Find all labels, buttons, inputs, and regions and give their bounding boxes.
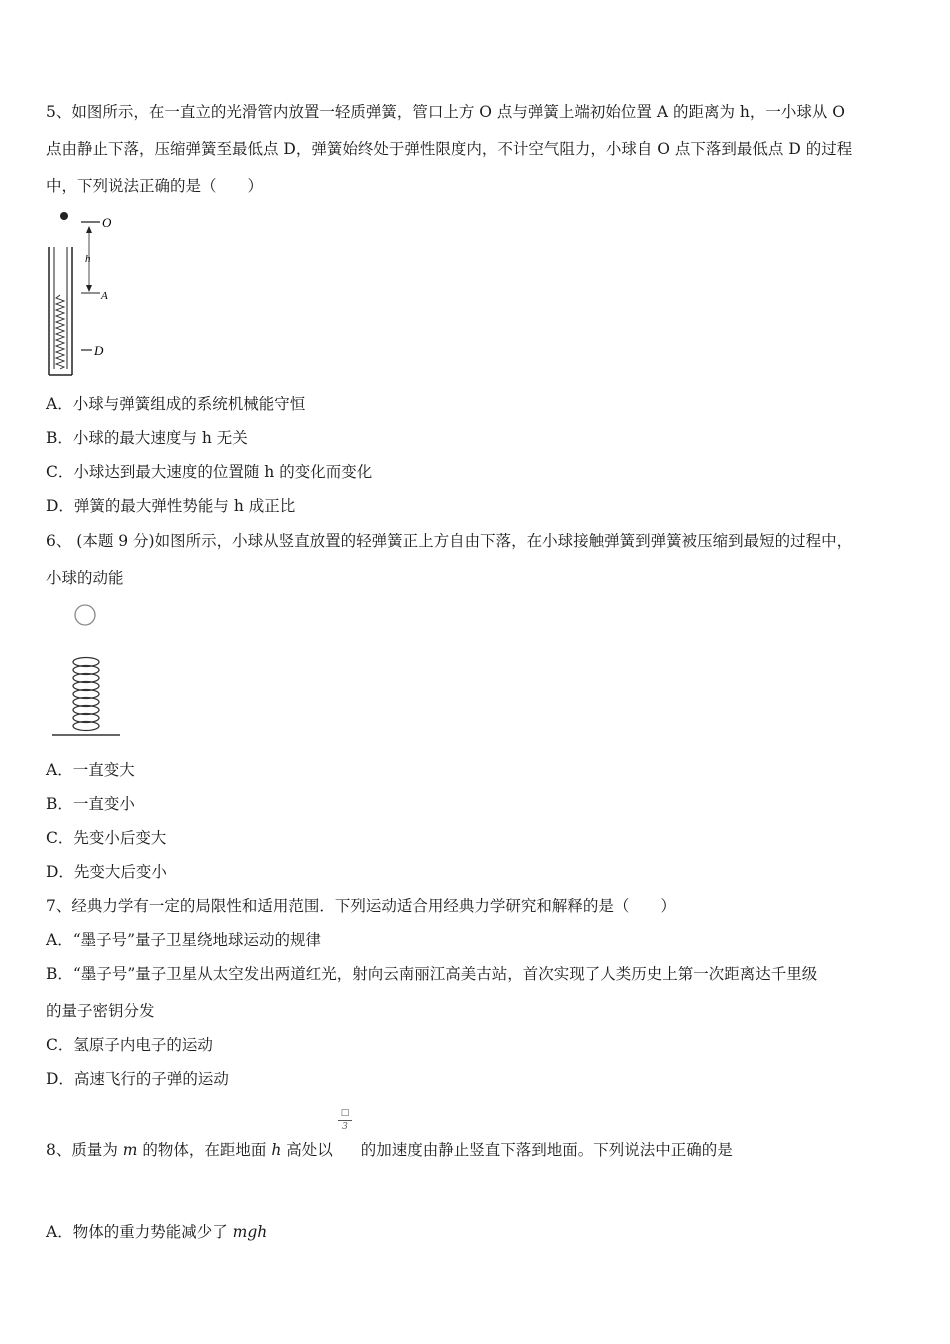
q6-option-a[interactable]: A．一直变大 (46, 761, 135, 779)
q6-option-b[interactable]: B．一直变小 (46, 795, 135, 813)
q5-option-b[interactable]: B．小球的最大速度与 h 无关 (46, 429, 248, 447)
q8-stem-mid2: 高处以 (281, 1141, 333, 1159)
q8-option-a[interactable] (46, 1222, 267, 1242)
q5-tube-spring-figure (44, 205, 124, 380)
label-o: O (102, 215, 112, 230)
q6-option-c[interactable]: C．先变小后变大 (46, 829, 167, 847)
q8-stem-suffix: 的加速度由静止竖直下落到地面。下列说法中正确的是 (360, 1141, 733, 1159)
q6-stem-line-2: 小球的动能 (46, 569, 124, 587)
fraction-numerator: □ (340, 1108, 350, 1118)
q8-var-h: h (271, 1141, 282, 1159)
q6-stem-line-1: 6、 (本题 9 分)如图所示，小球从竖直放置的轻弹簧正上方自由下落，在小球接触弹簧到弹簧被压缩到最短的过程中， (46, 532, 853, 550)
q6-option-d[interactable]: D．先变大后变小 (46, 863, 167, 881)
q7-stem: 7、经典力学有一定的局限性和适用范围．下列运动适合用经典力学研究和解释的是（ ） (46, 897, 676, 915)
q7-option-a[interactable]: A．“墨子号”量子卫星绕地球运动的规律 (46, 931, 322, 949)
q7-option-b-line-2[interactable]: 的量子密钥分发 (46, 1002, 155, 1020)
q8-stem-prefix: 8、质量为 (46, 1141, 123, 1159)
q8-stem-mid: 的物体，在距地面 (137, 1141, 272, 1159)
q8-option-a-value: mgh (232, 1223, 268, 1241)
ball-icon (75, 605, 95, 625)
q5-stem-line-1: 5、如图所示，在一直立的光滑管内放置一轻质弹簧，管口上方 O 点与弹簧上端初始位置 A 的距离为 h，一小球从 O (46, 103, 846, 121)
fraction-denominator: 3 (342, 1122, 348, 1132)
label-h: h (85, 253, 91, 265)
spring-icon (56, 295, 64, 369)
q5-option-d[interactable]: D．弹簧的最大弹性势能与 h 成正比 (46, 497, 296, 515)
label-a: A (101, 290, 108, 302)
q7-option-b-line-1[interactable]: B．“墨子号”量子卫星从太空发出两道红光，射向云南丽江高美古站，首次实现了人类历史上第一次距离达千里级 (46, 965, 818, 983)
q7-option-c[interactable]: C．氢原子内电子的运动 (46, 1036, 213, 1054)
q8-var-m: m (122, 1141, 138, 1159)
q6-ball-spring-figure (48, 600, 128, 742)
spring-icon (73, 658, 99, 731)
q5-option-c[interactable]: C．小球达到最大速度的位置随 h 的变化而变化 (46, 463, 373, 481)
q5-stem-line-3: 中，下列说法正确的是（ ） (46, 177, 264, 195)
label-d: D (94, 343, 104, 358)
q5-option-a[interactable]: A．小球与弹簧组成的系统机械能守恒 (46, 395, 306, 413)
q8-stem (46, 1140, 733, 1160)
ball-icon (60, 212, 68, 220)
q5-stem-line-2: 点由静止下落，压缩弹簧至最低点 D，弹簧始终处于弹性限度内，不计空气阻力，小球自 O 点下落到最低点 D 的过程 (46, 140, 853, 158)
q8-option-a-text: A．物体的重力势能减少了 (46, 1223, 233, 1241)
q8-acceleration-fraction (338, 1108, 352, 1133)
q7-option-d[interactable]: D．高速飞行的子弹的运动 (46, 1070, 229, 1088)
